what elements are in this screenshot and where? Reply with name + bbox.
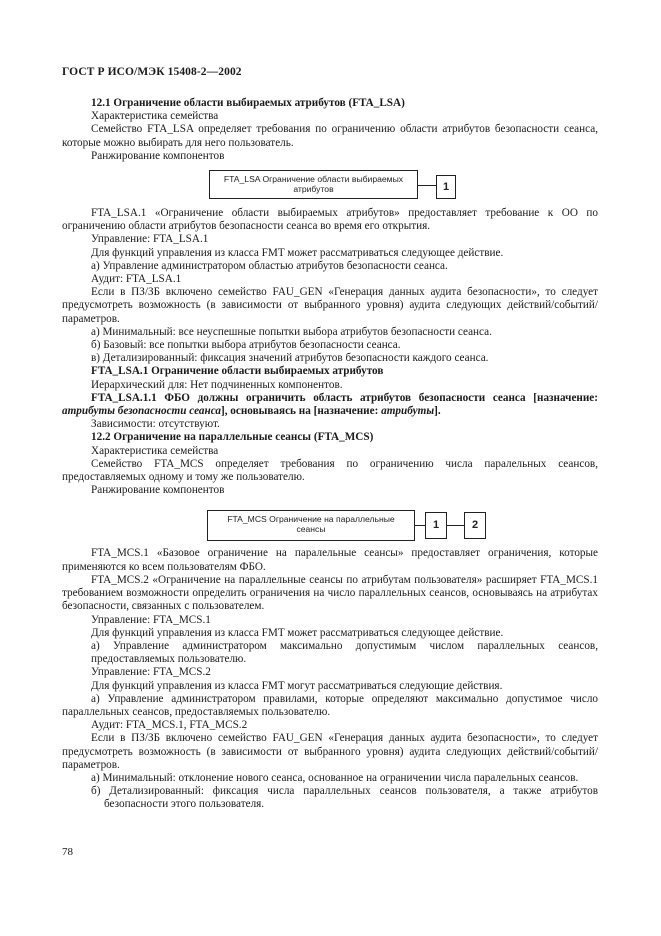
page-number: 78 [62,846,73,858]
element-text: ФБО должны ограничить область атрибутов безопасности сеанса [назначение: [156,391,598,404]
section-heading-fta-mcs: 12.2 Ограничение на параллельные сеансы (FTA_MCS) [91,431,374,444]
component-intro: FTA_MCS.2 «Ограничение на параллельные сеансы по атрибутам пользователя» расширяет FTA_MCS.1 требованием возможности определить ограничения на число параллельных сеансов, основываясь на атрибутах безопасности, связанных с пользователем. [62,573,598,613]
audit-title: Аудит: FTA_LSA.1 [91,273,182,286]
audit-text: Если в ПЗ/ЗБ включено семейство FAU_GEN «Генерация данных аудита безопасности», то следует предусмотреть возможность (в зависимости от выбранного уровня) аудита следующих действий/событий/параметров. [62,732,598,771]
audit-item: б) Базовый: все попытки выбора атрибутов безопасности сеанса. [91,339,401,352]
management-text: Для функций управления из класса FMT может рассматриваться следующее действие. [91,626,504,639]
management-item: а) Управление администратором областью атрибутов безопасности сеанса. [91,259,448,272]
family-behaviour-text: Семейство FTA_MCS определяет требования по ограничению числа паралельных сеансов, предоставляемых одному и тому же пользователю. [62,457,598,484]
audit-item: а) Минимальный: все неуспешные попытки выбора атрибутов безопасности сеанса. [91,325,492,338]
family-behaviour-title: Характеристика семейства [91,110,219,123]
management-title: Управление: FTA_MCS.1 [91,613,211,626]
component-levelling-diagram-lsa [62,163,598,207]
connector-line [415,525,425,526]
element-assignment: атрибуты безопасности сеанса [62,405,221,418]
component-levelling-diagram-mcs [62,497,598,547]
component-intro: FTA_LSA.1 «Ограничение области выбираемых атрибутов» предоставляет требование к ОО по ограничению области атрибутов безопасности сеанса во время его открытия. [62,207,598,233]
family-name-line: атрибутов [293,184,334,195]
page-body [62,97,598,812]
management-item: а) Управление администратором максимально допустимым числом параллельных сеансов, предоставляемых пользователю. [91,639,598,666]
component-level-box: 1 [436,175,456,199]
audit-title: Аудит: FTA_MCS.1, FTA_MCS.2 [91,719,248,732]
management-item: а) Управление администратором правилами, которые определяют максимально допустимое число параллельных сеансов, предоставляемых пользователю. [62,692,598,718]
decomposition-title: Ранжирование компонентов [91,484,225,497]
family-name-box [209,170,418,199]
component-intro: FTA_MCS.1 «Базовое ограничение на паралельные сеансы» предоставляет ограничения, которые применяются ко всем пользователям ФБО. [62,547,598,573]
audit-item: б) Детализированный: фиксация числа параллельных сеансов пользователя, а также атрибутов безопасности этого пользователя. [91,785,598,811]
element-id: FTA_LSA.1.1 [91,391,157,404]
family-name-line: FTA_MCS Ограничение на параллельные [227,514,395,525]
family-name-line: сеансы [296,524,326,535]
element-definition [62,392,598,418]
audit-text: Если в ПЗ/ЗБ включено семейство FAU_GEN «Генерация данных аудита безопасности», то следует предусмотреть возможность (в зависимости от выбранного уровня) аудита следующих действий/событий/параметров. [62,286,598,325]
component-level-box: 1 [425,512,447,539]
management-text: Для функций управления из класса FMT могут рассматриваться следующие действия. [91,679,503,692]
element-text: ]. [434,405,441,418]
audit-item: в) Детализированный: фиксация значений атрибутов безопасности каждого сеанса. [91,352,489,365]
hierarchical-to: Иерархический для: Нет подчиненных компонентов. [91,378,343,391]
decomposition-title: Ранжирование компонентов [91,149,225,162]
dependencies: Зависимости: отсутствуют. [91,418,220,431]
audit-item: а) Минимальный: отклонение нового сеанса, основанное на ограничении числа паралельных сеансов. [91,771,579,784]
management-text: Для функций управления из класса FMT может рассматриваться следующее действие. [91,246,504,259]
document-header: ГОСТ Р ИСО/МЭК 15408-2—2002 [62,66,242,78]
component-heading: FTA_LSA.1 Ограничение области выбираемых атрибутов [91,365,384,378]
element-text: ], основываясь на [назначение: [220,405,382,418]
family-name-box [207,510,415,541]
component-level-box: 2 [464,512,486,539]
connector-line [418,185,436,186]
family-behaviour-text: Семейство FTA_LSA определяет требования по ограничению области атрибутов безопасности сеанса, которые можно выбирать для него пользователь. [62,123,598,149]
connector-line [447,525,464,526]
element-assignment: атрибуты [381,405,435,418]
family-name-line: FTA_LSA Ограничение области выбираемых [223,174,404,185]
management-title: Управление: FTA_LSA.1 [91,233,209,246]
family-behaviour-title: Характеристика семейства [91,444,219,457]
management-title: Управление: FTA_MCS.2 [91,666,211,679]
section-heading-fta-lsa: 12.1 Ограничение области выбираемых атрибутов (FTA_LSA) [91,97,405,109]
